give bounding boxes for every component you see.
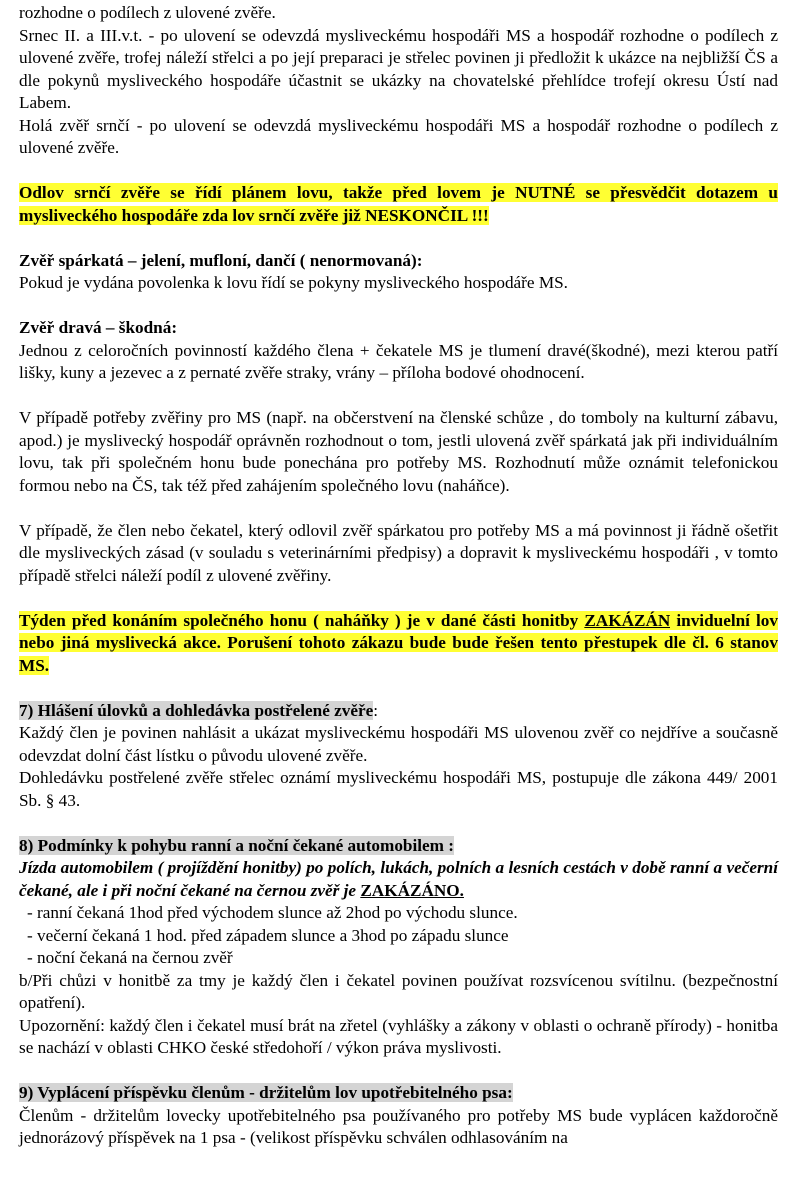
heading-drava: Zvěř dravá – škodná: <box>19 318 178 337</box>
paragraph-srnec: Srnec II. a III.v.t. - po ulovení se odevzdá mysliveckému hospodáři MS a hospodář rozhodne o podílech z ulovené zvěře, trofej náleží střelci a po její preparaci je střelec povinen ji předložit k ukázce na nejbližší ČS a dle pokynů mysliveckého hospodáře účastnit se ukázky na chovatelské přehlídce trofejí okresu Ústí nad Labem. <box>19 25 778 112</box>
list-item: - noční čekaná na černou zvěř <box>27 948 233 967</box>
heading-section-9 <box>19 1082 778 1105</box>
paragraph-8-rule <box>19 857 778 902</box>
list-item: - večerní čekaná 1 hod. před západem slunce a 3hod po západu slunce <box>27 925 509 945</box>
paragraph-7a: Každý člen je povinen nahlásit a ukázat mysliveckému hospodáři MS ulovenou zvěř co nejdříve a současně odevzdat dolní část lístku o původu ulovené zvěře. <box>19 723 778 765</box>
paragraph-intro: rozhodne o podílech z ulovené zvěře. <box>19 3 276 22</box>
paragraph-sparkata: Pokud je vydána povolenka k lovu řídí se pokyny mysliveckého hospodáře MS. <box>19 273 568 292</box>
paragraph-odlovil: V případě, že člen nebo čekatel, který odlovil zvěř spárkatou pro potřeby MS a má povinnost ji řádně ošetřit dle mysliveckých zásad (v souladu s veterinárními předpisy) a dopravit k mysliveckému hospodáři , v tomto případě střelci náleží podíl z ulovené zvěřiny. <box>19 520 778 585</box>
paragraph-8-zakazano: ZAKÁZÁNO. <box>360 880 464 900</box>
warning-tyden-b: inviduelní lov nebo jiná myslivecká akce. Porušení tohoto zákazu bude bude řešen tento přestupek dle čl. 6 stanov MS. <box>19 610 778 675</box>
paragraph-7b: Dohledávku postřelené zvěře střelec oznámí mysliveckému hospodáři MS, postupuje dle zákona 449/ 2001 Sb. § 43. <box>19 768 778 810</box>
paragraph-8b: b/Při chůzi v honitbě za tmy je každý člen i čekatel povinen používat rozsvícenou svítilnu. (bezpečnostní opatření). <box>19 970 778 1012</box>
heading-section-7-text: 7) Hlášení úlovků a dohledávka postřelené zvěře <box>19 700 374 720</box>
warning-tyden <box>19 610 778 678</box>
warning-odlov-text: Odlov srnčí zvěře se řídí plánem lovu, takže před lovem je NUTNÉ se přesvědčit dotazem u mysliveckého hospodáře zda lov srnčí zvěře již NESKONČIL !!! <box>19 183 778 225</box>
warning-odlov <box>19 182 778 227</box>
warning-tyden-zakazan: ZAKÁZÁN <box>584 610 671 630</box>
paragraph-zverina: V případě potřeby zvěřiny pro MS (např. na občerstvení na členské schůze , do tomboly na kulturní zábavu, apod.) je myslivecký hospodář oprávněn rozhodnout o tom, jestli ulovená zvěř spárkatá jak při individuálním lovu, tak při společném honu bude ponechána pro potřeby MS. Rozhodnutí může oznámit telefonickou formou nebo na ČS, tak též před zahájením společného lovu (naháňce). <box>19 408 778 495</box>
paragraph-drava: Jednou z celoročních povinností každého člena + čekatele MS je tlumení dravé(škodné), mezi kterou patří lišky, kuny a jezevec a z pernaté zvěře straky, vrány – příloha bodové ohodnocení. <box>19 340 778 382</box>
heading-section-8 <box>19 835 778 858</box>
paragraph-8-rule-text: Jízda automobilem ( projíždění honitby) po polích, lukách, polních a lesních cestách v době ranní a večerní čekané, ale i při noční čekané na černou zvěř je <box>19 858 778 900</box>
heading-sparkata: Zvěř spárkatá – jelení, mufloní, dančí ( nenormovaná): <box>19 250 423 270</box>
warning-tyden-a: Týden před konáním společného honu ( naháňky ) je v dané části honitby <box>19 610 585 630</box>
paragraph-hola: Holá zvěř srnčí - po ulovení se odevzdá mysliveckému hospodáři MS a hospodář rozhodne o podílech z ulovené zvěře. <box>19 115 778 157</box>
list-item: - ranní čekaná 1hod před východem slunce až 2hod po východu slunce. <box>27 903 518 922</box>
document-page <box>19 2 778 1150</box>
heading-section-8-text: 8) Podmínky k pohybu ranní a noční čekané automobilem : <box>19 835 455 855</box>
heading-section-7 <box>19 700 778 723</box>
paragraph-8c: Upozornění: každý člen i čekatel musí brát na zřetel (vyhlášky a zákony v oblasti o ochraně přírody) - honitba se nachází v oblasti CHKO české středohoří / výkon práva myslivosti. <box>19 1015 778 1057</box>
heading-section-9-text: 9) Vyplácení příspěvku členům - držitelům lov upotřebitelného psa: <box>19 1083 513 1102</box>
heading-section-7-colon: : <box>373 700 379 720</box>
paragraph-9: Členům - držitelům lovecky upotřebitelného psa používaného pro potřeby MS bude vyplácen každoročně jednorázový příspěvek na 1 psa - (velikost příspěvku schválen odhlasováním na <box>19 1105 778 1147</box>
